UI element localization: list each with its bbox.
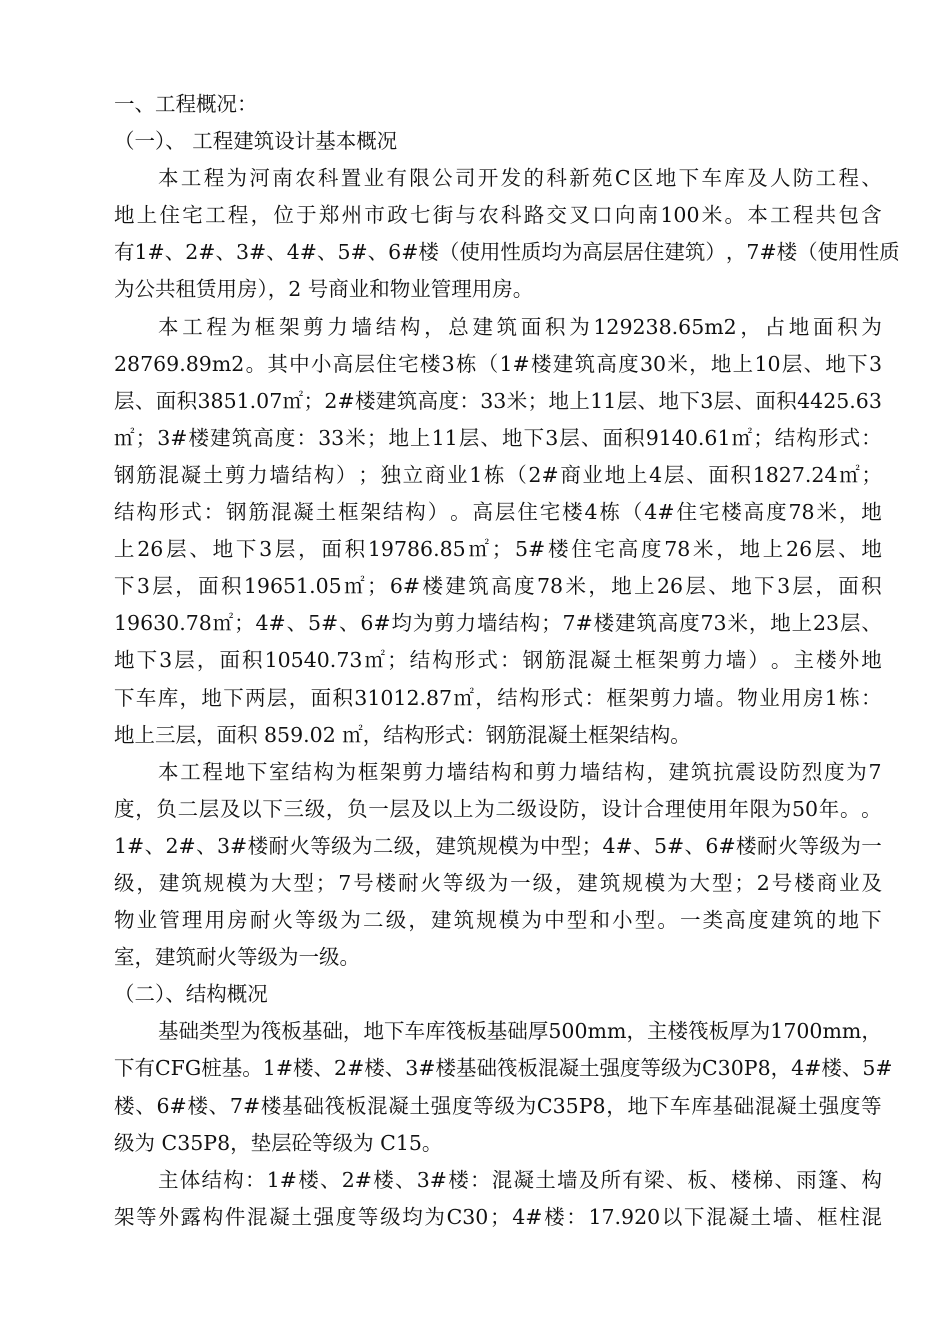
text-line: 级 ， 建 筑 规 模 为 大 型 ； 7 号 楼 耐 火 等 级 为 一 级 ， 建 筑 规 模 为 大 型 ； 2 号 楼 商 业 及 xyxy=(114,870,882,895)
text-line: 下 有 CFG 桩 基 。 1# 楼 、 2# 楼 、 3# 楼 基 础 筏 板 混 凝 土 强 度 等 级 为 C30P8 ， 4# 楼 、 5# xyxy=(114,1056,893,1081)
text-line: 28769.89m2 。 其 中 小 高 层 住 宅 楼 3 栋 （ 1# 楼 建 筑 高 度 30 米 ， 地 上 10 层 、 地 下 3 xyxy=(114,351,882,376)
text-line: 基 础 类 型 为 筏 板 基 础 ， 地 下 车 库 筏 板 基 础 厚 500mm ， 主 楼 筏 板 厚 为 1700mm ， xyxy=(158,1019,882,1044)
text-line: 本 工 程 为 河 南 农 科 置 业 有 限 公 司 开 发 的 科 新 苑 C 区 地 下 车 库 及 人 防 工 程 、 xyxy=(158,166,882,191)
text-line: （一）、 工程建筑设计基本概况 xyxy=(114,129,398,154)
document-page xyxy=(114,86,900,1236)
text-line: 上 26 层 、 地 下 3 层 ， 面 积 19786.85 ㎡ ； 5# 楼 住 宅 高 度 78 米 ， 地 上 26 层 、 地 xyxy=(114,537,882,562)
text-line: 层 、 面 积 3851.07 ㎡ ； 2# 楼 建 筑 高 度 ： 33 米 ； 地 上 11 层 、 地 下 3 层 、 面 积 4425.63 xyxy=(114,388,882,413)
text-line: 一、工程概况： xyxy=(114,92,258,116)
text-line: 本 工 程 地 下 室 结 构 为 框 架 剪 力 墙 结 构 和 剪 力 墙 结 构 ， 建 筑 抗 震 设 防 烈 度 为 7 xyxy=(158,759,882,784)
text-line: 下 车 库 ， 地 下 两 层 ， 面 积 31012.87 ㎡ ， 结 构 形 式 ： 框 架 剪 力 墙 。 物 业 用 房 1 栋 ： xyxy=(114,685,882,710)
text-line: 物 业 管 理 用 房 耐 火 等 级 为 二 级 ， 建 筑 规 模 为 中 型 和 小 型 。 一 类 高 度 建 筑 的 地 下 xyxy=(114,908,882,933)
text-line: 1# 、 2# 、 3# 楼 耐 火 等 级 为 二 级 ， 建 筑 规 模 为 中 型 ； 4# 、 5# 、 6# 楼 耐 火 等 级 为 一 xyxy=(114,833,882,858)
text-line: 19630.78 ㎡ ； 4# 、 5# 、 6# 均 为 剪 力 墙 结 构 ； 7# 楼 建 筑 高 度 73 米 ， 地 上 23 层 、 xyxy=(114,611,882,636)
text-line: 度 ， 负 二 层 及 以 下 三 级 ， 负 一 层 及 以 上 为 二 级 设 防 ， 设 计 合 理 使 用 年 限 为 50 年 。 。 xyxy=(114,796,882,821)
text-line: 钢 筋 混 凝 土 剪 力 墙 结 构 ） ； 独 立 商 业 1 栋 （ 2# 商 业 地 上 4 层 、 面 积 1827.24 ㎡ ； xyxy=(114,462,882,487)
text-line: 级为 C35P8，垫层砼等级为 C15。 xyxy=(114,1130,443,1155)
text-line: 架 等 外 露 构 件 混 凝 土 强 度 等 级 均 为 C30 ； 4# 楼 ： 17.920 以 下 混 凝 土 墙 、 框 柱 混 xyxy=(114,1204,882,1229)
text-line: 结 构 形 式 ： 钢 筋 混 凝 土 框 架 结 构 ） 。 高 层 住 宅 楼 4 栋 （ 4# 住 宅 楼 高 度 78 米 ， 地 xyxy=(114,500,882,525)
text-line: 为公共租赁用房），2 号商业和物业管理用房。 xyxy=(114,277,534,302)
text-line: 地 上 住 宅 工 程 ， 位 于 郑 州 市 政 七 街 与 农 科 路 交 叉 口 向 南 100 米 。 本 工 程 共 包 含 xyxy=(114,203,882,228)
text-line: 地 下 3 层 ， 面 积 10540.73 ㎡ ； 结 构 形 式 ： 钢 筋 混 凝 土 框 架 剪 力 墙 ） 。 主 楼 外 地 xyxy=(114,648,882,673)
text-line: 本 工 程 为 框 架 剪 力 墙 结 构 ， 总 建 筑 面 积 为 129238.65m2 ， 占 地 面 积 为 xyxy=(158,314,882,339)
text-line: （二）、结构概况 xyxy=(114,982,268,1007)
text-line: 地上三层，面积 859.02 ㎡，结构形式：钢筋混凝土框架结构。 xyxy=(114,722,691,747)
text-line: 主 体 结 构 ： 1# 楼 、 2# 楼 、 3# 楼 ： 混 凝 土 墙 及 所 有 梁 、 板 、 楼 梯 、 雨 篷 、 构 xyxy=(158,1167,882,1192)
text-line: ㎡ ； 3# 楼 建 筑 高 度 ： 33 米 ； 地 上 11 层 、 地 下 3 层 、 面 积 9140.61 ㎡ ； 结 构 形 式 ： xyxy=(114,425,882,450)
text-line: 下 3 层 ， 面 积 19651.05 ㎡ ； 6# 楼 建 筑 高 度 78 米 ， 地 上 26 层 、 地 下 3 层 ， 面 积 xyxy=(114,574,882,599)
text-line: 楼 、 6# 楼 、 7# 楼 基 础 筏 板 混 凝 土 强 度 等 级 为 C35P8 ， 地 下 车 库 基 础 混 凝 土 强 度 等 xyxy=(114,1093,882,1118)
text-line: 室，建筑耐火等级为一级。 xyxy=(114,945,360,970)
text-line: 有 1# 、 2# 、 3# 、 4# 、 5# 、 6# 楼 （ 使 用 性 质 均 为 高 层 居 住 建 筑 ） ， 7# 楼 （ 使 用 性 质 xyxy=(114,240,900,265)
